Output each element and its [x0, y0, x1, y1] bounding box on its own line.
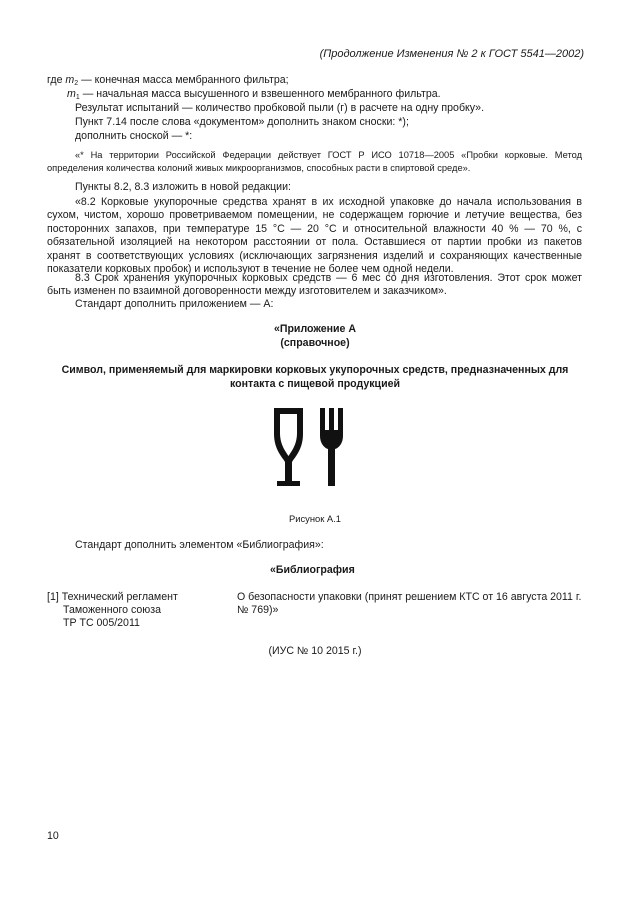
footnote-text: «* На территории Российской Федерации действует ГОСТ Р ИСО 10718—2005 «Пробки корковые. Метод определения количества колоний живых микроорганизмов, способных расти в спиртовой среде». — [47, 150, 582, 173]
biblio-ref-1: [1] Технический регламент — [47, 591, 178, 603]
biblio-add-line: Стандарт дополнить элементом «Библиография»: — [75, 539, 324, 551]
appendix-add-line: Стандарт дополнить приложением — А: — [75, 298, 274, 310]
symbol-title: Символ, применяемый для маркировки корковых укупорочных средств, предназначенных для контакта с пищевой продукцией — [61, 364, 569, 390]
definition-m1: $m_1$ — начальная масса высушенного и взвешенного мембранного фильтра. — [67, 88, 441, 101]
paragraph-8-2: «8.2 Корковые укупорочные средства хранят в их исходной упаковке до начала использования в сухом, чистом, хорошо проветриваемом помещении, не содержащем горючие и летучие вещества, без посторонних запахов, при температуре 15 °С — 20 °С и относительной влажности 40 % — 70 %, с обязательной изоляцией на некотором расстоянии от пола. Оставшиеся от партии пробки из пакетов хранят в соответствующих условиях (исключающих загрязнения изделий и сохраняющих качественные показатели корковых пробок) и используют в течение не более чем одной недели. — [47, 196, 582, 276]
ius-note: (ИУС № 10 2015 г.) — [268, 645, 362, 657]
clause-714-line: Пункт 7.14 после слова «документом» дополнить знаком сноски: *); — [75, 116, 409, 128]
biblio-title: «Библиография — [270, 564, 355, 576]
page-header: (Продолжение Изменения № 2 к ГОСТ 5541—2002) — [319, 48, 584, 60]
points-new-line: Пункты 8.2, 8.3 изложить в новой редакции: — [75, 181, 291, 193]
appendix-type: (справочное) — [280, 337, 350, 349]
paragraph-8-3: 8.3 Срок хранения укупорочных корковых средств — 6 мес со дня изготовления. Этот срок может быть изменен по взаимной договоренности между изготовителем и заказчиком». — [47, 272, 582, 298]
glass-fork-icon — [270, 404, 355, 489]
figure-caption: Рисунок А.1 — [288, 513, 342, 524]
appendix-title: «Приложение А — [273, 323, 357, 335]
page-number: 10 — [47, 830, 59, 842]
biblio-ref-1-description: О безопасности упаковки (принят решением КТС от 16 августа 2011 г. № 769)» — [237, 591, 582, 617]
footnote-add-line: дополнить сноской — *: — [75, 130, 193, 142]
result-line: Результат испытаний — количество пробковой пыли (г) в расчете на одну пробку». — [75, 102, 485, 114]
biblio-ref-1-line3: ТР ТС 005/2011 — [63, 617, 140, 629]
definition-m2: где $m_2$ — конечная масса мембранного фильтра; — [47, 74, 289, 87]
biblio-ref-1-line2: Таможенного союза — [63, 604, 161, 616]
